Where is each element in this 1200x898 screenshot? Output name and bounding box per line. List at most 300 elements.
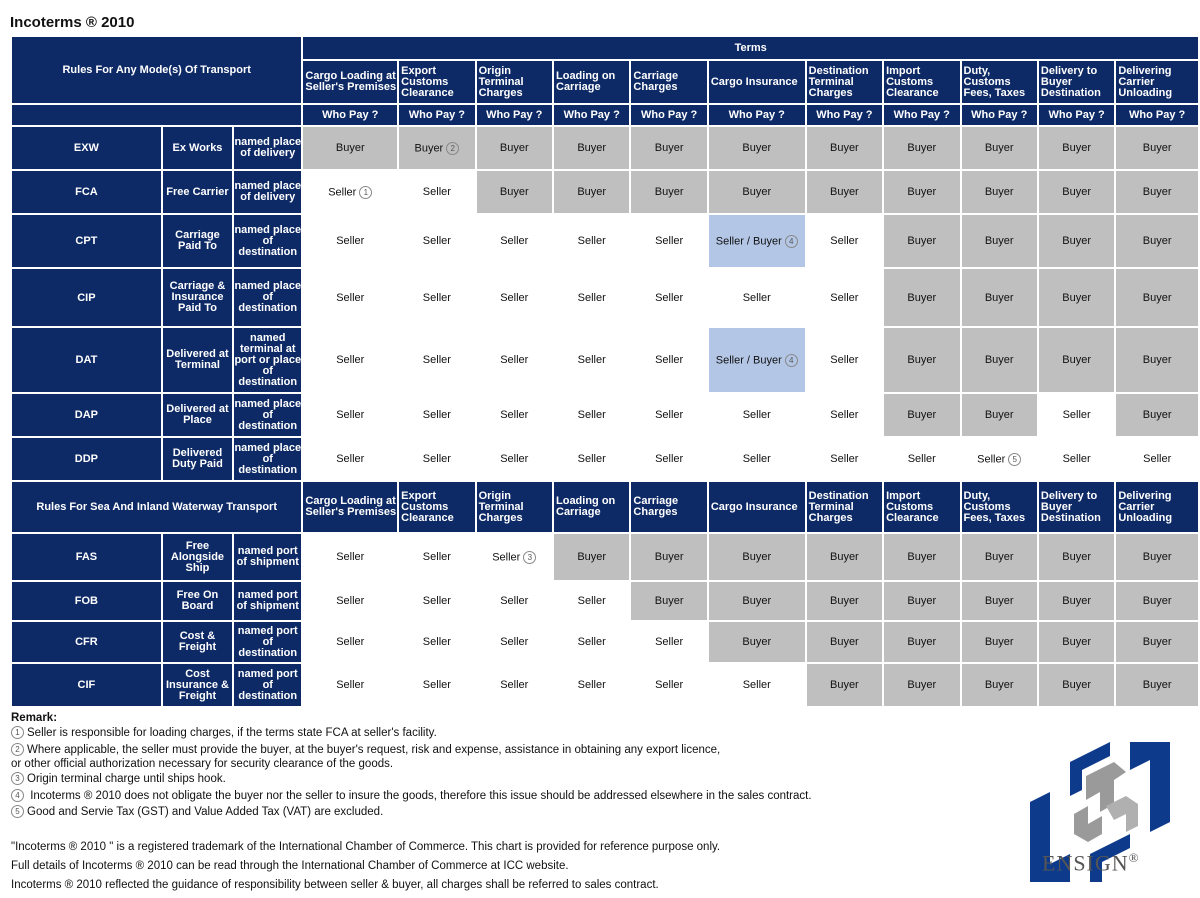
cost-cell: [631, 215, 706, 267]
payer-label: Buyer: [829, 551, 859, 563]
cost-cell: [709, 664, 805, 706]
header-spacer: [12, 105, 301, 125]
term-code: DAT: [12, 328, 161, 392]
payer-label: Buyer: [984, 595, 1014, 607]
payer-label: Buyer: [907, 595, 937, 607]
cost-cell: [554, 328, 629, 392]
term-row: [12, 269, 1198, 326]
term-row: [12, 328, 1198, 392]
column-header: Destination Terminal Charges: [807, 482, 882, 532]
term-name: Delivered at Place: [163, 394, 232, 436]
payer-label: Seller: [500, 235, 529, 247]
cost-cell: [303, 534, 397, 580]
cost-cell: [709, 269, 805, 326]
payer-label: Buyer: [829, 595, 859, 607]
terms-heading: Terms: [303, 37, 1198, 59]
cost-cell: [1039, 127, 1114, 169]
term-row: [12, 394, 1198, 436]
term-code: FOB: [12, 582, 161, 620]
payer-label: Buyer: [1062, 235, 1091, 247]
payer-label: Seller: [742, 679, 771, 691]
cost-cell: [1039, 622, 1114, 662]
cost-cell: [807, 328, 882, 392]
cost-cell: [631, 171, 706, 213]
payer-label: Buyer: [984, 291, 1014, 304]
payer-label: Seller: [577, 291, 606, 304]
payer-label: Buyer: [1142, 595, 1172, 607]
cost-cell: [631, 582, 706, 620]
term-name: Ex Works: [163, 127, 232, 169]
cost-cell: [709, 622, 805, 662]
cost-cell: [399, 582, 474, 620]
cost-cell: [554, 394, 629, 436]
cost-cell: [962, 171, 1037, 213]
payer-label: Buyer: [654, 551, 684, 563]
who-pays-label: Who Pay ?: [962, 105, 1037, 125]
payer-label: Seller: [655, 235, 684, 247]
payer-label: Buyer: [984, 636, 1014, 648]
cost-cell: [962, 394, 1037, 436]
payer-label: Seller: [577, 453, 606, 465]
term-row: [12, 438, 1198, 480]
payer-label: Seller: [328, 185, 357, 198]
term-code: FAS: [12, 534, 161, 580]
payer-label: Buyer: [1062, 354, 1091, 366]
payer-label: Seller: [977, 452, 1006, 465]
cost-cell: [709, 328, 805, 392]
payer-label: Buyer: [1142, 636, 1172, 648]
term-place: named place of destination: [234, 215, 301, 267]
payer-label: Seller: [422, 235, 451, 247]
payer-label: Seller: [577, 679, 606, 691]
remark-text: Seller is responsible for loading charges, if the terms state FCA at seller's facility.: [27, 727, 437, 739]
cost-cell: [631, 534, 706, 580]
cost-cell: [962, 269, 1037, 326]
term-code: DDP: [12, 438, 161, 480]
payer-label: Seller: [655, 453, 684, 465]
term-row: [12, 534, 1198, 580]
payer-label: Buyer: [1142, 235, 1172, 247]
cost-cell: [1039, 269, 1114, 326]
column-header: Loading on Carriage: [554, 482, 629, 532]
incoterms-table: [10, 35, 1200, 708]
cost-cell: [477, 269, 552, 326]
cost-cell: [477, 127, 552, 169]
cost-cell: [1116, 582, 1198, 620]
who-pays-label: Who Pay ?: [807, 105, 882, 125]
column-header: Cargo Insurance: [709, 61, 805, 103]
column-header: Delivering Carrier Unloading: [1116, 61, 1198, 103]
payer-label: Buyer: [1142, 679, 1172, 691]
who-pays-label: Who Pay ?: [631, 105, 706, 125]
cost-cell: [631, 328, 706, 392]
remark-item: [11, 725, 851, 742]
cost-cell: [1116, 664, 1198, 706]
cost-cell: [807, 438, 882, 480]
cost-cell: [631, 127, 706, 169]
cost-cell: [399, 438, 474, 480]
payer-label: Buyer: [907, 354, 937, 366]
cost-cell: [1116, 438, 1198, 480]
cost-cell: [399, 534, 474, 580]
who-pays-label: Who Pay ?: [1116, 105, 1198, 125]
payer-label: Buyer: [907, 186, 937, 198]
brand-name: [1042, 850, 1140, 876]
footer-notes: [11, 838, 871, 895]
column-header: Delivering Carrier Unloading: [1116, 482, 1198, 532]
cost-cell: [1039, 328, 1114, 392]
payer-label: Seller: [830, 235, 859, 247]
cost-cell: [1116, 269, 1198, 326]
cost-cell: [631, 269, 706, 326]
cost-cell: [709, 127, 805, 169]
cost-cell: [477, 171, 552, 213]
cost-cell: [631, 622, 706, 662]
cost-cell: [1116, 127, 1198, 169]
payer-label: Seller: [492, 550, 521, 563]
payer-label: Buyer: [1142, 551, 1172, 563]
payer-label: Buyer: [984, 551, 1014, 563]
column-header: Carriage Charges: [631, 61, 706, 103]
cost-cell: [1116, 534, 1198, 580]
cost-cell: [709, 171, 805, 213]
payer-label: Buyer: [1142, 291, 1172, 304]
payer-label: Seller: [422, 679, 451, 691]
term-row: [12, 582, 1198, 620]
brand-text: ENSIGN: [1042, 850, 1129, 876]
payer-label: Seller: [907, 453, 936, 465]
cost-cell: [554, 534, 629, 580]
cost-cell: [303, 394, 397, 436]
payer-label: Buyer: [1062, 595, 1091, 607]
payer-label: Buyer: [577, 142, 607, 154]
payer-label: Seller: [336, 409, 365, 421]
cost-cell: [554, 171, 629, 213]
remark-item: [11, 788, 851, 805]
cost-cell: [884, 438, 959, 480]
term-code: CFR: [12, 622, 161, 662]
term-place: named place of destination: [234, 438, 301, 480]
sea-mode-heading: Rules For Sea And Inland Waterway Transport: [12, 482, 301, 532]
footnote-marker: 2: [446, 142, 459, 155]
footnote-marker: 4: [785, 235, 798, 248]
column-header: Import Customs Clearance: [884, 482, 959, 532]
cost-cell: [807, 534, 882, 580]
remarks-title: Remark:: [11, 712, 58, 724]
term-name: Free On Board: [163, 582, 232, 620]
cost-cell: [303, 582, 397, 620]
payer-label: Seller: [1143, 453, 1172, 465]
column-header: Carriage Charges: [631, 482, 706, 532]
who-pays-label: Who Pay ?: [1039, 105, 1114, 125]
column-header: Import Customs Clearance: [884, 61, 959, 103]
column-header: Destination Terminal Charges: [807, 61, 882, 103]
payer-label: Seller: [422, 453, 451, 465]
column-header: Origin Terminal Charges: [477, 482, 552, 532]
cost-cell: [884, 269, 959, 326]
payer-label: Seller: [336, 453, 365, 465]
payer-label: Buyer: [1062, 291, 1091, 304]
term-name: Carriage Paid To: [163, 215, 232, 267]
column-header: Delivery to Buyer Destination: [1039, 61, 1114, 103]
cost-cell: [884, 622, 959, 662]
payer-label: Buyer: [829, 636, 859, 648]
payer-label: Seller: [1062, 409, 1091, 421]
cost-cell: [1039, 438, 1114, 480]
who-pays-label: Who Pay ?: [399, 105, 474, 125]
remarks-section: [11, 711, 851, 821]
payer-label: Buyer: [907, 409, 937, 421]
payer-label: Seller: [500, 595, 529, 607]
payer-label: Seller: [830, 291, 859, 304]
cost-cell: [399, 394, 474, 436]
cost-cell: [554, 664, 629, 706]
payer-label: Seller: [336, 235, 365, 247]
cost-cell: [884, 394, 959, 436]
payer-label: Seller: [500, 453, 529, 465]
footnote-marker: 1: [359, 186, 372, 199]
cost-cell: [1039, 394, 1114, 436]
cost-cell: [631, 394, 706, 436]
payer-label: Buyer: [742, 142, 772, 154]
cost-cell: [303, 269, 397, 326]
footer-line: "Incoterms ® 2010 " is a registered trademark of the International Chamber of Commerce. This chart is provided for reference purpose only.: [11, 841, 721, 853]
cost-cell: [962, 622, 1037, 662]
payer-label: Seller: [422, 551, 451, 563]
payer-label: Buyer: [654, 142, 684, 154]
who-pays-label: Who Pay ?: [477, 105, 552, 125]
payer-label: Buyer: [907, 636, 937, 648]
payer-label: Seller: [500, 636, 529, 648]
term-name: Cost Insurance & Freight: [163, 664, 232, 706]
payer-label: Buyer: [907, 142, 937, 154]
payer-label: Buyer: [984, 186, 1014, 198]
cost-cell: [477, 328, 552, 392]
column-header: Loading on Carriage: [554, 61, 629, 103]
cost-cell: [709, 394, 805, 436]
payer-label: Buyer: [1062, 186, 1091, 198]
cost-cell: [554, 622, 629, 662]
payer-label: Buyer: [1062, 142, 1091, 154]
footer-line: Full details of Incoterms ® 2010 can be read through the International Chamber of Commerce at ICC website.: [11, 860, 569, 872]
cost-cell: [477, 215, 552, 267]
term-name: Delivered at Terminal: [163, 328, 232, 392]
cost-cell: [399, 171, 474, 213]
payer-label: Buyer: [577, 186, 607, 198]
term-row: [12, 664, 1198, 706]
cost-cell: [554, 215, 629, 267]
payer-label: Seller: [830, 354, 859, 366]
column-header: Cargo Insurance: [709, 482, 805, 532]
term-name: Delivered Duty Paid: [163, 438, 232, 480]
cost-cell: [303, 664, 397, 706]
payer-label: Buyer: [907, 679, 937, 691]
payer-label: Buyer: [742, 186, 772, 198]
payer-label: Seller: [500, 679, 529, 691]
cost-cell: [807, 269, 882, 326]
remark-item: [11, 771, 851, 788]
cost-cell: [303, 171, 397, 213]
payer-label: Buyer: [742, 551, 772, 563]
payer-label: Buyer: [907, 551, 937, 563]
term-place: named port of shipment: [234, 582, 301, 620]
remark-text: Origin terminal charge until ships hook.: [27, 773, 226, 785]
payer-label: Seller: [422, 354, 451, 366]
cost-cell: [884, 215, 959, 267]
cost-cell: [1039, 664, 1114, 706]
column-header: Origin Terminal Charges: [477, 61, 552, 103]
cost-cell: [1116, 622, 1198, 662]
cost-cell: [477, 438, 552, 480]
payer-label: Seller: [422, 636, 451, 648]
remark-text: Incoterms ® 2010 does not obligate the buyer nor the seller to insure the goods, therefore this issue should be addressed elsewhere in the sales contract.: [27, 789, 812, 802]
cost-cell: [807, 582, 882, 620]
payer-label: Buyer: [654, 595, 684, 607]
footnote-marker: 2: [11, 743, 24, 756]
footnote-marker: 3: [523, 551, 536, 564]
cost-cell: [399, 622, 474, 662]
payer-label: Seller / Buyer: [715, 353, 782, 366]
who-pays-label: Who Pay ?: [303, 105, 397, 125]
cost-cell: [962, 534, 1037, 580]
remark-text: Where applicable, the seller must provide the buyer, at the buyer's request, risk and expense, assistance in obtaining any export licence,: [27, 743, 721, 756]
remark-text: Good and Servie Tax (GST) and Value Added Tax (VAT) are excluded.: [27, 806, 384, 818]
payer-label: Buyer: [984, 409, 1014, 421]
payer-label: Buyer: [1142, 409, 1172, 421]
term-code: CPT: [12, 215, 161, 267]
payer-label: Buyer: [984, 235, 1014, 247]
cost-cell: [303, 127, 397, 169]
payer-label: Buyer: [907, 291, 937, 304]
who-pays-label: Who Pay ?: [709, 105, 805, 125]
cost-cell: [399, 664, 474, 706]
payer-label: Buyer: [907, 235, 937, 247]
payer-label: Seller: [500, 354, 529, 366]
payer-label: Seller: [655, 409, 684, 421]
term-place: named place of delivery: [234, 171, 301, 213]
cost-cell: [477, 664, 552, 706]
payer-label: Buyer: [829, 142, 859, 154]
cost-cell: [477, 622, 552, 662]
brand-mark: ®: [1128, 850, 1140, 865]
footer-line: Incoterms ® 2010 reflected the guidance of responsibility between seller & buyer, all charges shall be referred to sales contract.: [11, 879, 659, 891]
cost-cell: [962, 215, 1037, 267]
cost-cell: [477, 582, 552, 620]
cost-cell: [1039, 171, 1114, 213]
payer-label: Buyer: [1142, 186, 1172, 198]
cost-cell: [807, 394, 882, 436]
cost-cell: [709, 534, 805, 580]
payer-label: Seller: [577, 235, 606, 247]
payer-label: Seller: [336, 354, 365, 366]
cost-cell: [477, 534, 552, 580]
payer-label: Seller: [500, 291, 529, 304]
remarks-list: [11, 725, 851, 821]
footnote-marker: 1: [11, 726, 24, 739]
payer-label: Seller: [830, 409, 859, 421]
payer-label: Buyer: [742, 636, 772, 648]
payer-label: Buyer: [414, 141, 444, 154]
payer-label: Seller: [655, 354, 684, 366]
column-header: Duty, Customs Fees, Taxes: [962, 482, 1037, 532]
cost-cell: [554, 438, 629, 480]
cost-cell: [399, 127, 474, 169]
footnote-marker: 5: [1008, 453, 1021, 466]
who-pays-label: Who Pay ?: [884, 105, 959, 125]
term-name: Free Carrier: [163, 171, 232, 213]
payer-label: Seller: [655, 679, 684, 691]
cost-cell: [1116, 215, 1198, 267]
term-name: Carriage & Insurance Paid To: [163, 269, 232, 326]
payer-label: Seller: [336, 679, 365, 691]
payer-label: Buyer: [1062, 636, 1091, 648]
payer-label: Seller: [336, 551, 365, 563]
payer-label: Buyer: [742, 595, 772, 607]
payer-label: Seller: [742, 291, 771, 304]
payer-label: Seller: [577, 409, 606, 421]
payer-label: Seller: [742, 409, 771, 421]
cost-cell: [709, 438, 805, 480]
cost-cell: [554, 127, 629, 169]
payer-label: Seller: [742, 453, 771, 465]
cost-cell: [303, 438, 397, 480]
payer-label: Seller: [1062, 453, 1091, 465]
cost-cell: [962, 127, 1037, 169]
term-row: [12, 127, 1198, 169]
cost-cell: [709, 582, 805, 620]
footnote-marker: 5: [11, 805, 24, 818]
term-row: [12, 622, 1198, 662]
cost-cell: [884, 582, 959, 620]
payer-label: Seller / Buyer: [715, 234, 782, 247]
cost-cell: [884, 328, 959, 392]
cost-cell: [1116, 171, 1198, 213]
cost-cell: [884, 534, 959, 580]
term-name: Cost & Freight: [163, 622, 232, 662]
payer-label: Seller: [577, 595, 606, 607]
cost-cell: [1039, 534, 1114, 580]
who-pays-label: Who Pay ?: [554, 105, 629, 125]
cost-cell: [884, 664, 959, 706]
payer-label: Seller: [336, 636, 365, 648]
payer-label: Buyer: [1142, 354, 1172, 366]
payer-label: Seller: [422, 186, 451, 198]
term-code: EXW: [12, 127, 161, 169]
cost-cell: [1039, 215, 1114, 267]
payer-label: Seller: [655, 291, 684, 304]
cost-cell: [962, 664, 1037, 706]
term-place: named port of destination: [234, 664, 301, 706]
cost-cell: [962, 438, 1037, 480]
payer-label: Seller: [422, 409, 451, 421]
payer-label: Seller: [830, 453, 859, 465]
column-header: Export Customs Clearance: [399, 482, 474, 532]
cost-cell: [1116, 394, 1198, 436]
term-code: CIP: [12, 269, 161, 326]
payer-label: Seller: [422, 595, 451, 607]
footnote-marker: 4: [11, 789, 24, 802]
cost-cell: [807, 171, 882, 213]
column-header: Export Customs Clearance: [399, 61, 474, 103]
remark-item: [11, 804, 851, 821]
payer-label: Seller: [577, 354, 606, 366]
remark-continuation: or other official authorization necessary for security clearance of the goods.: [11, 758, 394, 770]
term-place: named port of shipment: [234, 534, 301, 580]
payer-label: Buyer: [1062, 679, 1091, 691]
cost-cell: [709, 215, 805, 267]
footnote-marker: 4: [785, 354, 798, 367]
payer-label: Buyer: [335, 142, 365, 154]
